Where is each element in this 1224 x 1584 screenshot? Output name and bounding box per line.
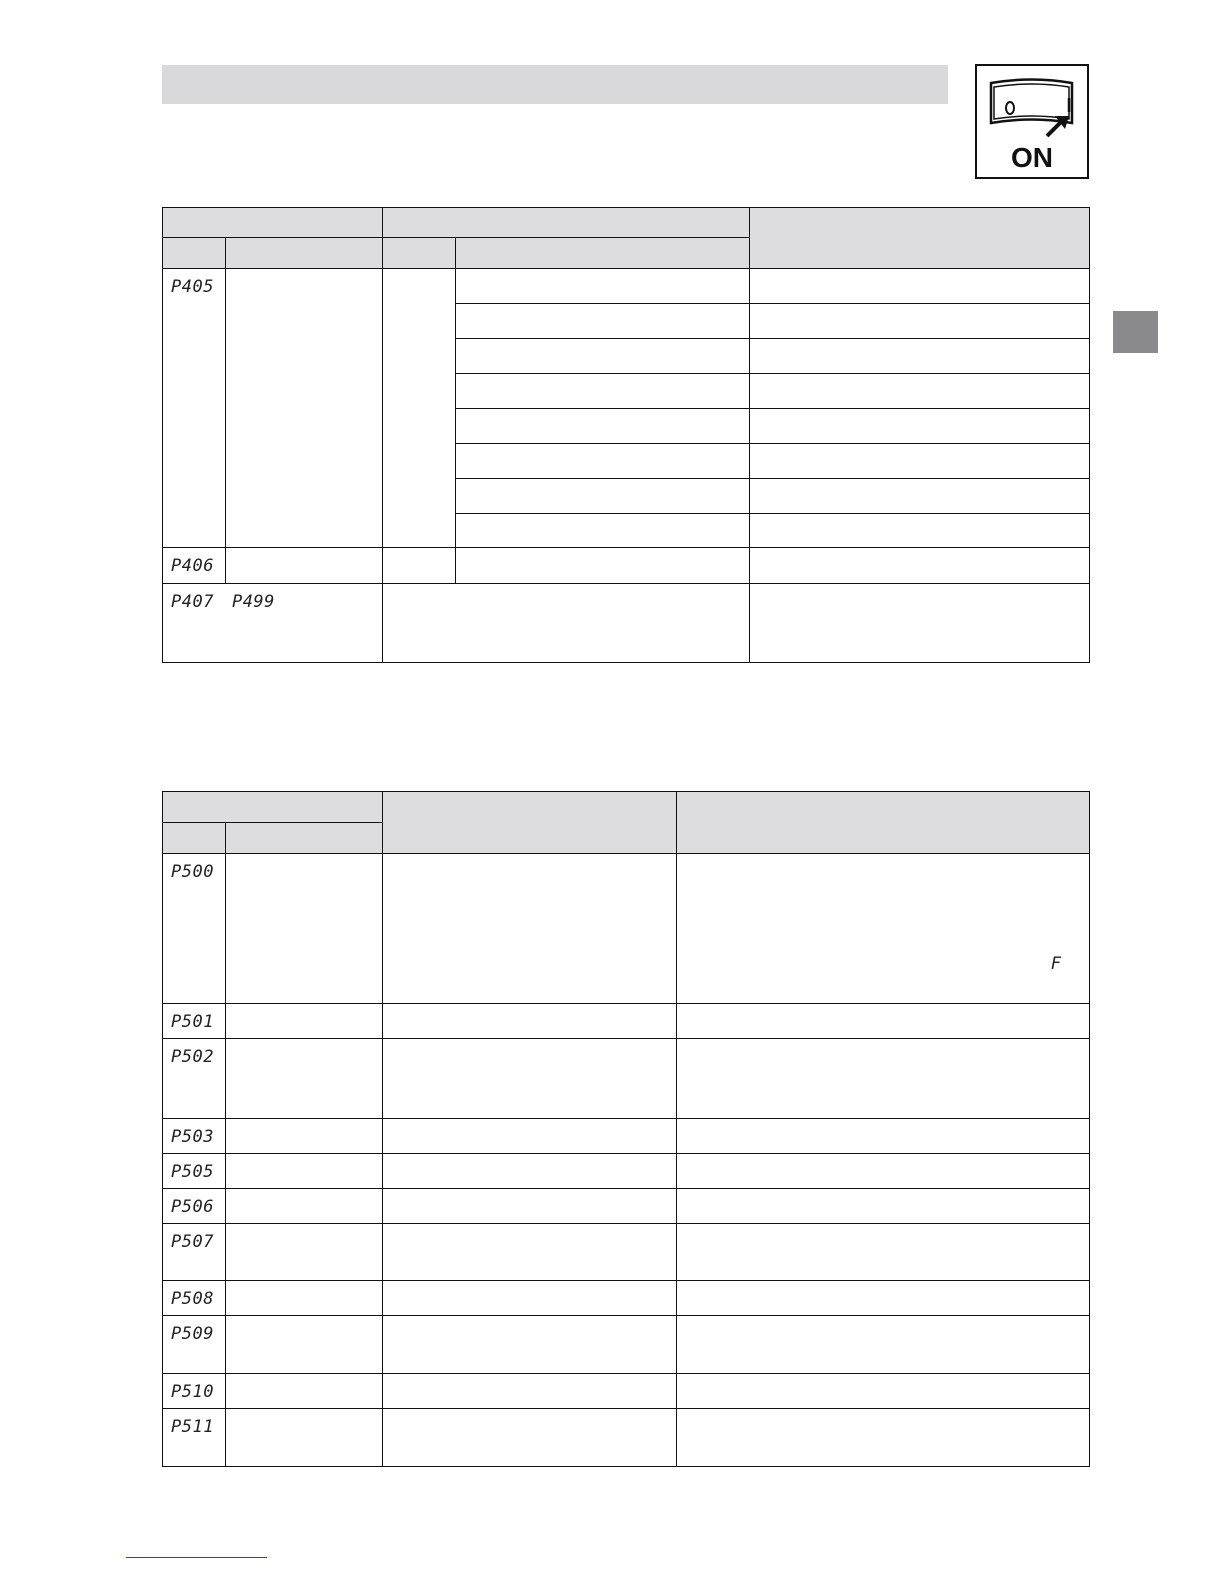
header-description xyxy=(677,792,1090,854)
description-cell xyxy=(677,1154,1090,1189)
description-cell xyxy=(677,1039,1090,1119)
table-cell xyxy=(226,1154,383,1189)
description-cell xyxy=(677,1224,1090,1281)
header-code xyxy=(163,238,226,269)
header-option xyxy=(456,238,750,269)
parameter-table-500 xyxy=(162,791,1090,1467)
header-setting xyxy=(383,208,750,238)
description-cell xyxy=(677,1374,1090,1409)
table-cell xyxy=(226,1039,383,1119)
description-cell xyxy=(750,548,1090,584)
description-cell xyxy=(750,339,1090,374)
header-name xyxy=(226,823,383,854)
header-description xyxy=(750,208,1090,269)
header-parameter xyxy=(163,792,383,823)
table-row-code: P509 xyxy=(163,1316,226,1374)
description-cell xyxy=(750,584,1090,663)
table-row-code: P503 xyxy=(163,1119,226,1154)
table-cell xyxy=(226,1374,383,1409)
option-cell xyxy=(456,269,750,304)
table-cell xyxy=(383,1154,677,1189)
table-cell xyxy=(226,854,383,1004)
description-cell xyxy=(677,1004,1090,1039)
table-cell xyxy=(383,1374,677,1409)
parameter-table-400 xyxy=(162,207,1090,663)
table-row-code: P501 xyxy=(163,1004,226,1039)
header-value xyxy=(383,238,456,269)
table-cell xyxy=(226,548,383,584)
option-cell xyxy=(456,444,750,479)
description-cell xyxy=(750,304,1090,339)
section-title-bar xyxy=(162,65,948,104)
option-cell xyxy=(456,514,750,548)
header-name xyxy=(226,238,383,269)
table-cell xyxy=(383,854,677,1004)
table-cell xyxy=(226,1409,383,1467)
table-row-code: P502 xyxy=(163,1039,226,1119)
description-cell xyxy=(750,479,1090,514)
header-parameter xyxy=(163,208,383,238)
table-cell xyxy=(383,1189,677,1224)
table-cell xyxy=(226,1281,383,1316)
table-cell xyxy=(226,1224,383,1281)
table-row-code: P506 xyxy=(163,1189,226,1224)
description-cell xyxy=(750,269,1090,304)
description-cell xyxy=(750,444,1090,479)
table-cell xyxy=(226,1316,383,1374)
table-cell xyxy=(383,1316,677,1374)
table-cell xyxy=(383,1281,677,1316)
header-setting xyxy=(383,792,677,854)
fahrenheit-glyph: F xyxy=(1050,954,1061,974)
option-cell xyxy=(456,304,750,339)
table-row-code: P508 xyxy=(163,1281,226,1316)
on-switch-icon xyxy=(975,64,1089,179)
description-cell xyxy=(677,1119,1090,1154)
table-cell xyxy=(383,584,750,663)
table-row-code: P511 xyxy=(163,1409,226,1467)
footer-link-underline[interactable] xyxy=(126,1557,267,1558)
option-cell xyxy=(456,548,750,584)
description-cell xyxy=(677,1316,1090,1374)
table-row-code: P505 xyxy=(163,1154,226,1189)
table-cell xyxy=(383,1039,677,1119)
description-cell xyxy=(750,514,1090,548)
option-cell xyxy=(456,374,750,409)
table-cell xyxy=(226,269,383,548)
table-cell xyxy=(226,1119,383,1154)
table-cell xyxy=(383,1409,677,1467)
table-cell xyxy=(383,269,456,548)
table-row-code: P500 xyxy=(163,854,226,1004)
description-cell xyxy=(677,1189,1090,1224)
side-section-tab xyxy=(1113,311,1158,353)
table-cell xyxy=(226,1004,383,1039)
table-row-code: P507 xyxy=(163,1224,226,1281)
table-cell xyxy=(383,548,456,584)
table-row-code: P510 xyxy=(163,1374,226,1409)
table-cell xyxy=(226,1189,383,1224)
description-cell xyxy=(750,409,1090,444)
option-cell xyxy=(456,409,750,444)
description-cell xyxy=(677,1281,1090,1316)
on-label: ON xyxy=(1011,142,1053,173)
table-row-code: P406 xyxy=(163,548,226,584)
header-code xyxy=(163,823,226,854)
description-cell xyxy=(677,854,1090,1004)
table-row-code: P405 xyxy=(163,269,226,548)
description-cell xyxy=(750,374,1090,409)
description-cell xyxy=(677,1409,1090,1467)
option-cell xyxy=(456,479,750,514)
table-cell xyxy=(383,1119,677,1154)
table-cell xyxy=(383,1004,677,1039)
table-cell xyxy=(383,1224,677,1281)
table-row-code-range: P407 P499 xyxy=(163,584,383,663)
option-cell xyxy=(456,339,750,374)
